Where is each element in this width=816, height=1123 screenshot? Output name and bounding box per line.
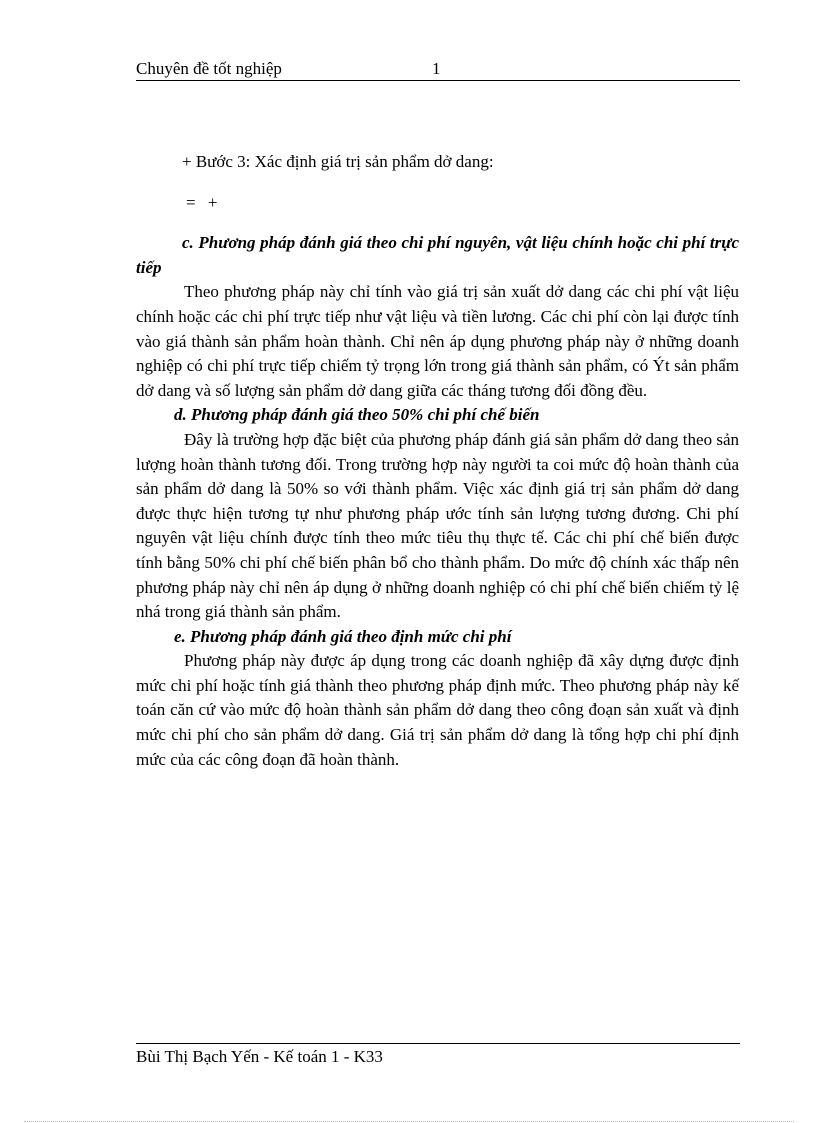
paragraph-d: Đây là trường hợp đặc biệt của phương pháp đánh giá sản phẩm dở dang theo sản lượng hoàn thành tương đối. Trong trường hợp này người ta coi mức độ hoàn thành của sản phẩm dở dang là 50% so với thành phẩm. Việc xác định giá trị sản phẩm dở dang được thực hiện tương tự như phương pháp ước tính sản lượng tương đương. Chi phí nguyên vật liệu chính được tính theo mức tiêu thụ thực tế. Các chi phí chế biến được tính bằng 50% chi phí chế biến phân bổ cho thành phẩm. Do mức độ chính xác thấp nên phương pháp này chỉ nên áp dụng ở những doanh nghiệp có chi phí chế biến chiếm tỷ lệ nhá trong giá thành sản phẩm.	[136, 429, 739, 622]
page-bottom-border	[24, 1121, 794, 1122]
document-body	[136, 150, 739, 772]
section-heading-d: d. Phương pháp đánh giá theo 50% chi phí chế biến	[174, 405, 540, 425]
step-3-line: + Bước 3: Xác định giá trị sản phẩm dở dang:	[182, 152, 494, 171]
paragraph-e: Phương pháp này được áp dụng trong các doanh nghiệp đã xây dựng được định mức chi phí hoặc tính giá thành theo phương pháp định mức. Theo phương pháp này kế toán căn cứ vào mức độ hoàn thành sản phẩm dở dang theo công đoạn sản xuất và định mức chi phí cho sản phẩm dở dang. Giá trị sản phẩm dở dang là tổng hợp chi phí định mức của các công đoạn đã hoàn thành.	[136, 651, 739, 769]
header-divider	[136, 80, 740, 81]
section-heading-c: c. Phương pháp đánh giá theo chi phí nguyên, vật liệu chính hoặc chi phí trực tiếp	[136, 233, 739, 277]
equation-line: = +	[186, 192, 218, 212]
paragraph-c: Theo phương pháp này chỉ tính vào giá trị sản xuất dở dang các chi phí vật liệu chính hoặc các chi phí trực tiếp như vật liệu và tiền lương. Các chi phí còn lại được tính vào giá thành sản phẩm hoàn thành. Chỉ nên áp dụng phương pháp này ở những doanh nghiệp có chi phí trực tiếp chiếm tỷ trọng lớn trong giá thành sản phẩm, có Ýt sản phẩm dở dang và số lượng sản phẩm dở dang giữa các tháng tương đối đồng đều.	[136, 282, 739, 400]
page-footer: Bùi Thị Bạch Yến - Kế toán 1 - K33	[136, 1047, 383, 1066]
header-title: Chuyên đề tốt nghiệp	[136, 59, 282, 78]
footer-divider	[136, 1043, 740, 1044]
page-number: 1	[432, 59, 441, 78]
section-heading-e: e. Phương pháp đánh giá theo định mức chi phí	[174, 626, 512, 646]
page-header	[136, 58, 740, 80]
